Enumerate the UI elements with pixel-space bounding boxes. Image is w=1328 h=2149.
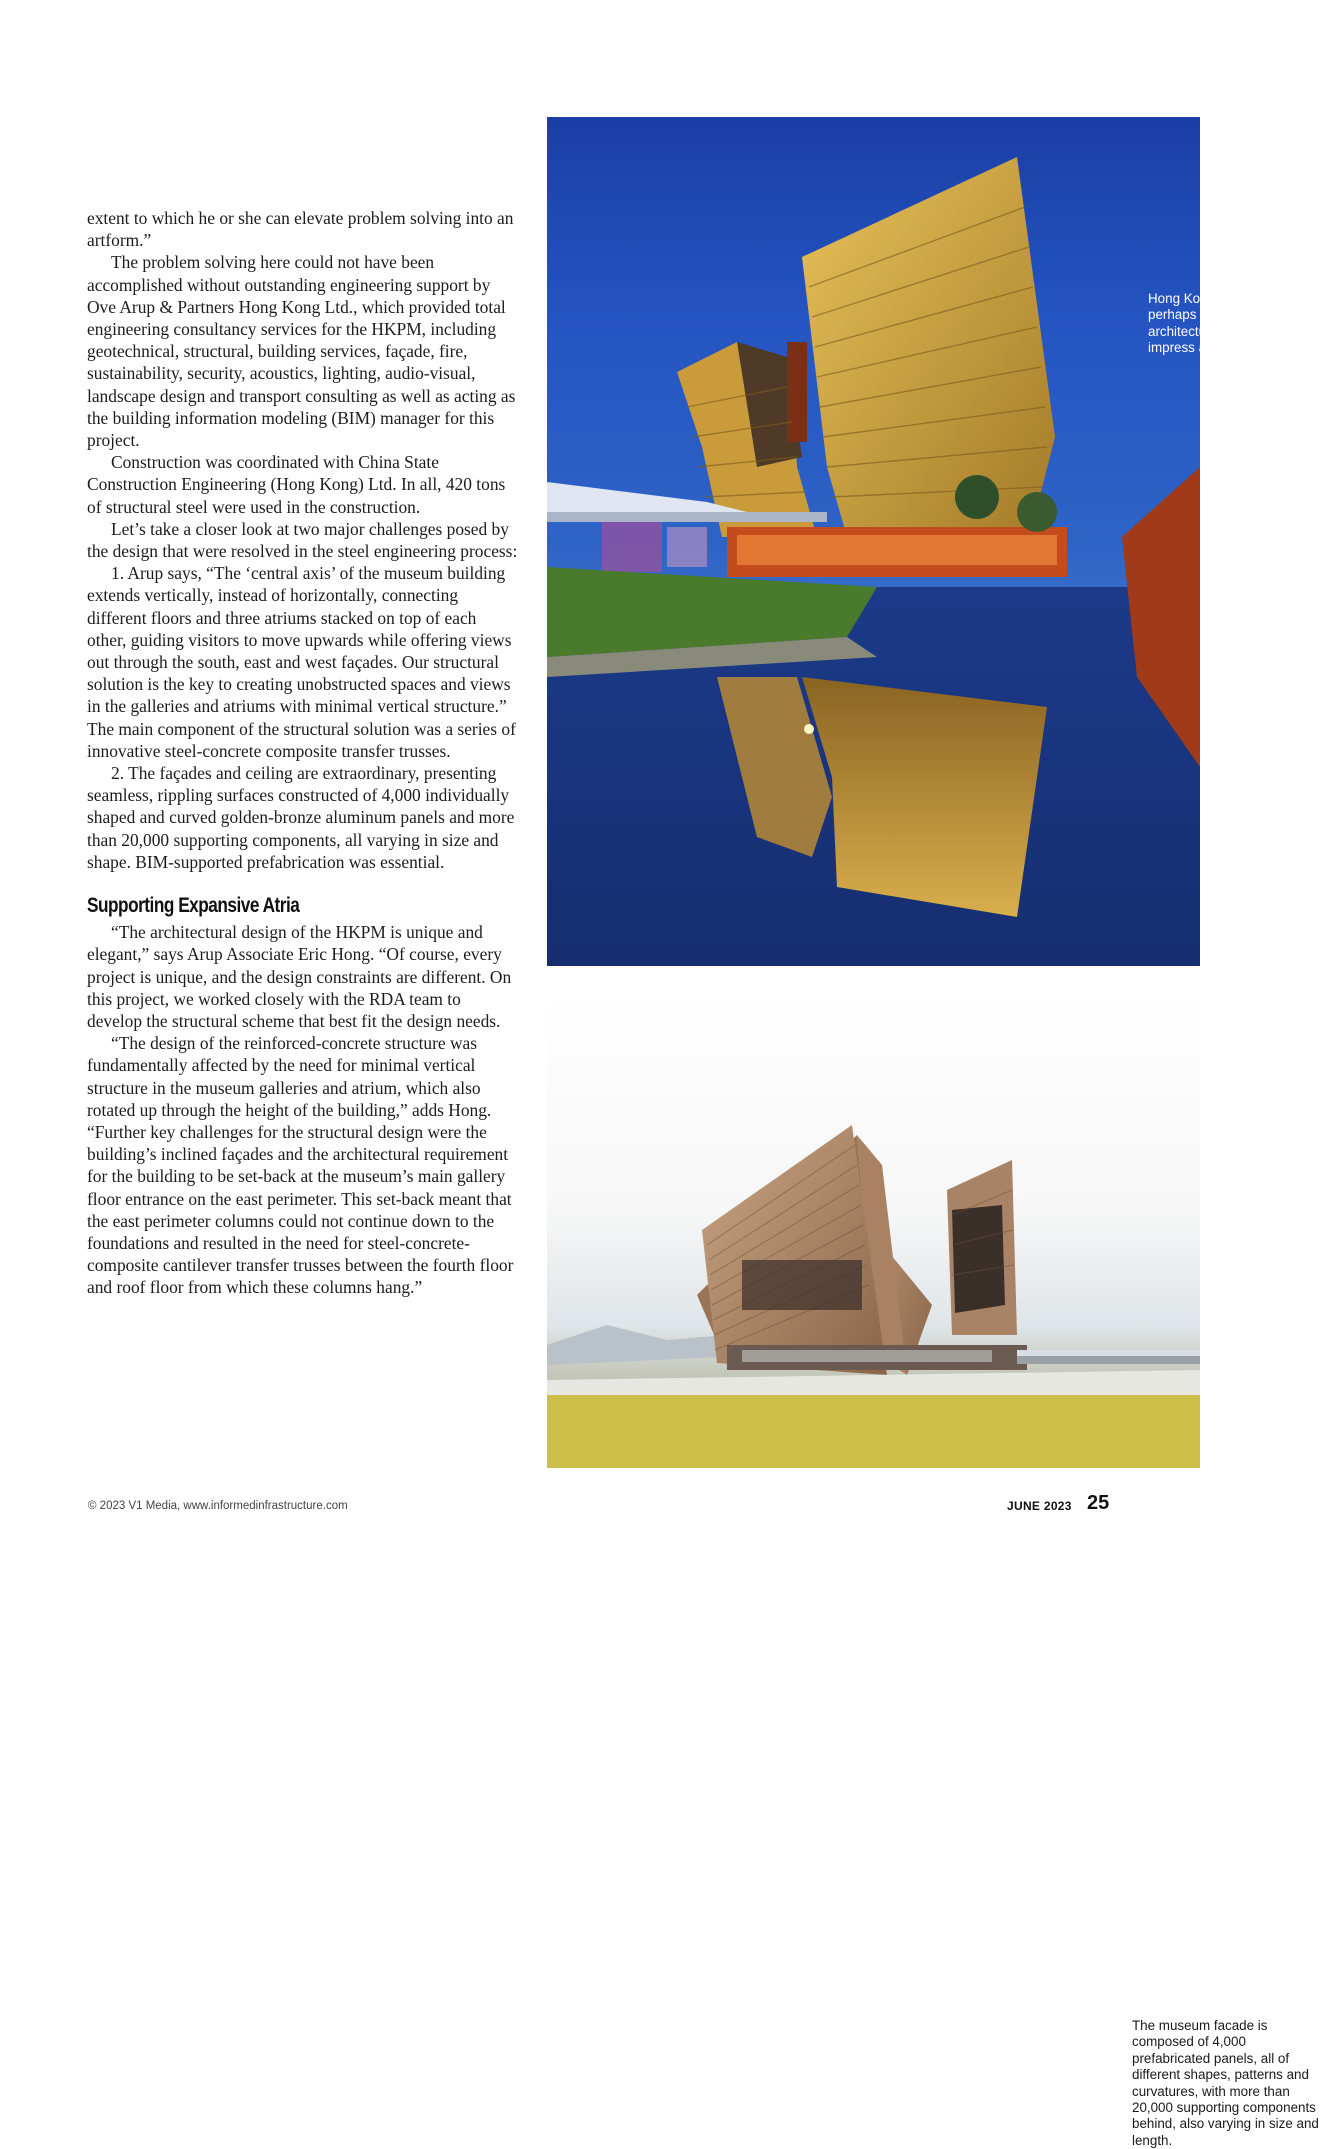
article-paragraph: The problem solving here could not have been accomplished without outstanding engineering support by Ove Arup & Partners Hong Kong Ltd., which provided total engineering consultancy services for the HKPM, including geotechnical, structural, building services, façade, fire, sustainability, security, acoustics, lighting, audio-visual, landscape design and transport consulting as well as acting as the building information modeling (BIM) manager for this project. (87, 252, 516, 451)
museum-day-illustration (547, 995, 1200, 1468)
day-photo-caption: The museum facade is composed of 4,000 prefabricated panels, all of different shapes, patterns and curvatures, with more than 20,000 supporting components behind, also varying in size and length. (1132, 2018, 1319, 2148)
footer-copyright: © 2023 V1 Media, www.informedinfrastructure.com (88, 1500, 348, 1512)
article-column (87, 207, 519, 1299)
article-paragraph: 2. The façades and ceiling are extraordinary, presenting seamless, rippling surfaces constructed of 4,000 individually shaped and curved golden-bronze aluminum panels and more than 20,000 supporting components, all varying in size and shape. BIM-supported prefabrication was essential. (87, 763, 515, 872)
article-paragraph: Construction was coordinated with China State Construction Engineering (Hong Kong) Ltd. In all, 420 tons of structural steel were used in the construction. (87, 452, 506, 517)
article-paragraph: “The design of the reinforced-concrete structure was fundamentally affected by the need for minimal vertical structure in the museum galleries and atrium, which also rotated up through the height of the building,” adds Hong. “Further key challenges for the structural design were the building’s inclined façades and the architectural requirement for the building to be set-back at the museum’s main gallery floor entrance on the east perimeter. This set-back meant that the east perimeter columns could not continue down to the foundations and resulted in the need for steel-concrete-composite cantilever transfer trusses between the fourth floor and roof floor from which these columns hang.” (87, 1033, 514, 1298)
night-photo-caption: Hong Kong’s newest and perhaps most-exquisite architectural jewel dresses to impress at night. (1148, 291, 1321, 356)
article-paragraph: Let’s take a closer look at two major challenges posed by the design that were resolved in the steel engineering process: (87, 518, 518, 562)
article-paragraph: extent to which he or she can elevate problem solving into an artform.” (87, 208, 514, 251)
article-paragraph: 1. Arup says, “The ‘central axis’ of the museum building extends vertically, instead of horizontally, connecting different floors and three atriums stacked on top of each other, guiding visitors to move upwards while offering views out through the south, east and west façades. Our structural solution is the key to creating unobstructed spaces and views in the galleries and atriums with minimal vertical structure.” The main component of the structural solution was a series of innovative steel-concrete composite transfer trusses. (87, 563, 516, 761)
page-number: 25 (1087, 1492, 1110, 1514)
footer-issue-date: JUNE 2023 (1007, 1499, 1072, 1513)
museum-night-photo (547, 117, 1321, 966)
museum-night-illustration (547, 117, 1200, 966)
section-subhead: Supporting Expansive Atria (87, 894, 300, 918)
article-paragraph: “The architectural design of the HKPM is unique and elegant,” says Arup Associate Eric Hong. “Of course, every project is unique, and the design constraints are different. On this project, we worked closely with the RDA team to develop the structural scheme that best fit the design needs. (87, 922, 512, 1031)
